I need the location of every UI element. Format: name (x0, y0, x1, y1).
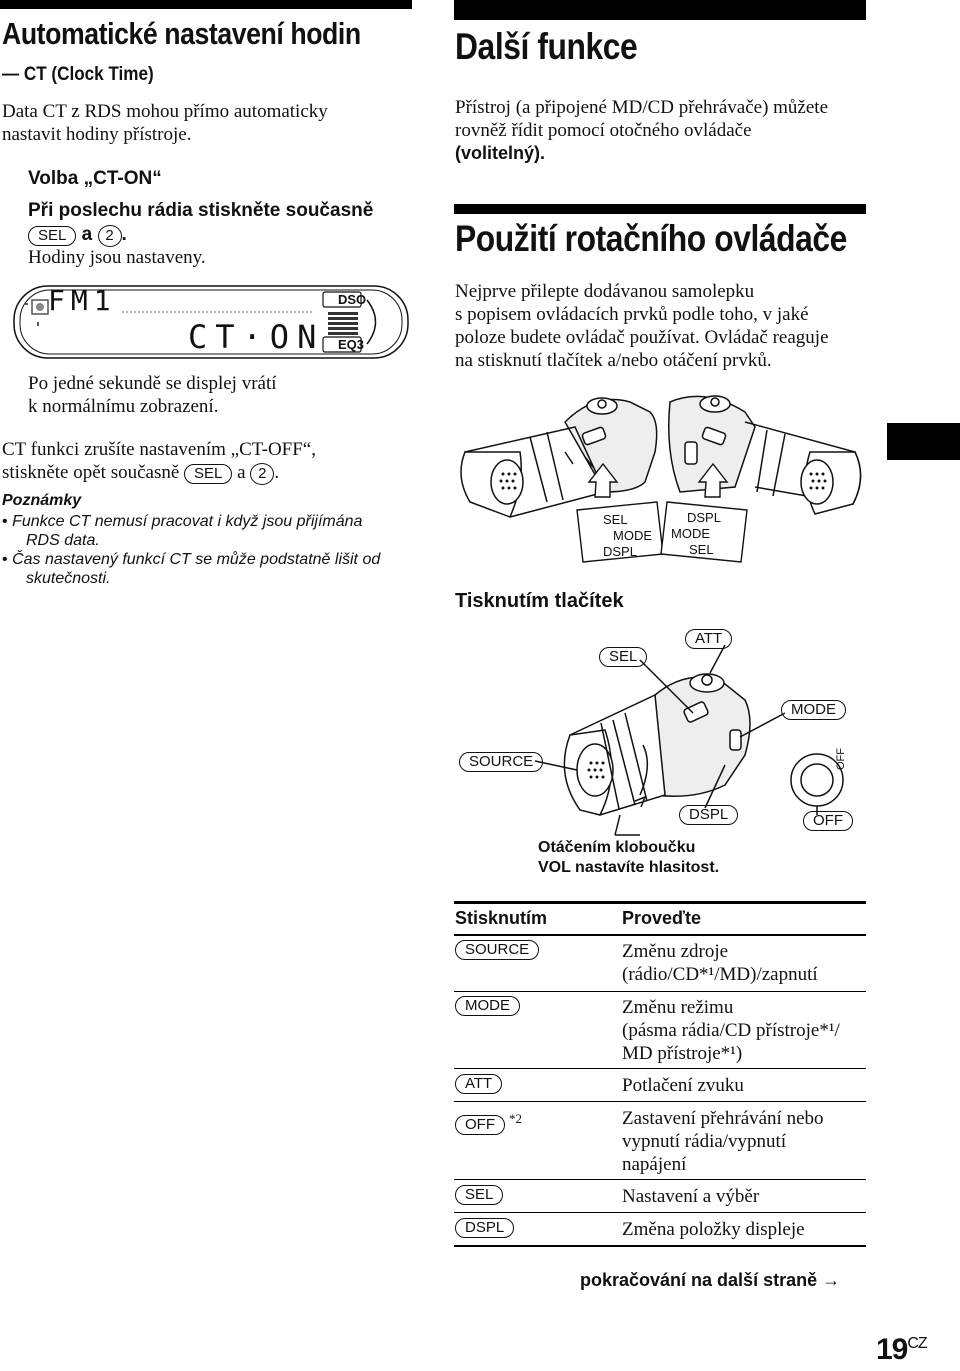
desc-line: Zastavení přehrávání nebo (622, 1108, 824, 1129)
note-1-b: RDS data. (26, 532, 100, 549)
table-row-desc (622, 1107, 824, 1176)
note-2-b: skutečnosti. (26, 570, 111, 587)
period: . (121, 224, 127, 245)
intro-text (2, 100, 412, 146)
para1-line-2: rovněž řídit pomocí otočného ovládače (455, 120, 752, 141)
desc-line: Změna položky displeje (622, 1219, 805, 1240)
notes-title: Poznámky (2, 492, 82, 509)
para1-bold: (volitelný). (455, 143, 546, 163)
row-rule (454, 1212, 866, 1213)
side-tab (887, 423, 960, 460)
after-line-2: k normálnímu zobrazení. (28, 396, 219, 417)
row-key-mode: MODE (455, 996, 520, 1016)
sticker-right-sel: SEL (689, 542, 714, 557)
desc-line: napájení (622, 1154, 687, 1175)
note-2-a: Čas nastavený funkcí CT se může podstatně lišit od (12, 551, 381, 568)
after-text (28, 372, 277, 418)
section-title-clock: Automatické nastavení hodin (2, 16, 361, 51)
vol-caption (538, 838, 719, 878)
cancel-line-1: CT funkci zrušíte nastavením „CT-OFF“, (2, 439, 316, 460)
label-mode: MODE (781, 700, 846, 720)
continue-label: pokračování na další straně (580, 1270, 818, 1290)
table-row (455, 1107, 522, 1135)
sel-key: SEL (28, 226, 76, 246)
after-line-1: Po jedné sekundě se displej vrátí (28, 373, 277, 394)
intro-line-1: Data CT z RDS mohou přímo automaticky (2, 101, 328, 122)
off-vertical-label: OFF (835, 748, 847, 770)
table-row (455, 940, 539, 960)
sticker-left-mode: MODE (613, 528, 652, 543)
label-att: ATT (685, 629, 732, 649)
period-2: . (274, 462, 280, 483)
sticker-right-mode: MODE (671, 526, 710, 541)
row-rule (454, 1179, 866, 1180)
para2-line-4: na stisknutí tlačítek a/nebo otáčení prvků. (455, 350, 772, 371)
table-row-desc (622, 1218, 805, 1241)
display-dso: DSO (338, 292, 367, 307)
page-number (876, 1333, 927, 1367)
row-key-att: ATT (455, 1074, 502, 1094)
row-key-dspl: DSPL (455, 1218, 514, 1238)
top-rule-right (454, 0, 866, 20)
para1-line-1: Přístroj (a připojené MD/CD přehrávače) můžete (455, 97, 829, 118)
row-key-source: SOURCE (455, 940, 539, 960)
table-head-press: Stisknutím (455, 908, 548, 928)
sticker-right-dspl: DSPL (687, 510, 721, 525)
display-eq: EQ3 (338, 337, 365, 352)
table-row (455, 1218, 514, 1238)
desc-line: (pásma rádia/CD přístroje*¹/ (622, 1020, 840, 1041)
table-bottom-rule (454, 1245, 866, 1247)
arrow-right-icon: → (822, 1270, 841, 1290)
para1 (455, 96, 865, 165)
sel-key-2: SEL (184, 464, 232, 484)
continue-text (580, 1270, 840, 1291)
page-suffix: CZ (907, 1335, 927, 1352)
and-text: a (81, 224, 93, 245)
top-rule-left (0, 0, 412, 9)
note-item: • Funkce CT nemusí pracovat i když jsou přijímána (2, 513, 363, 530)
cancel-text: stiskněte opět současně (2, 462, 180, 483)
key-2: 2 (98, 225, 122, 247)
vol-caption-line-1: Otáčením kloboučku (538, 839, 696, 856)
table-row-desc (622, 1185, 759, 1208)
row-key-sel: SEL (455, 1185, 503, 1205)
table-row (455, 1185, 503, 1205)
table-row (455, 1074, 502, 1094)
desc-line: Změnu režimu (622, 997, 734, 1018)
step-line-1: Při poslechu rádia stiskněte současně (28, 200, 374, 221)
table-head-rule (454, 934, 866, 936)
desc-line: MD přístroje*¹) (622, 1043, 743, 1064)
desc-line: Nastavení a výběr (622, 1186, 760, 1207)
para2-line-3: poloze budete ovládač používat. Ovládač reaguje (455, 327, 829, 348)
table-top-rule (454, 901, 866, 904)
label-off: OFF (803, 811, 853, 831)
desc-line: (rádio/CD*¹/MD)/zapnutí (622, 964, 818, 985)
note-item: • Čas nastavený funkcí CT se může podstatně lišit od (2, 551, 381, 568)
vol-caption-line-2: VOL nastavíte hlasitost. (538, 859, 720, 876)
row-key-off: OFF (455, 1115, 505, 1135)
and-text-2: a (237, 462, 246, 483)
note-1-a: Funkce CT nemusí pracovat i když jsou přijímána (12, 513, 363, 530)
desc-line: Potlačení zvuku (622, 1075, 744, 1096)
para2-line-2: s popisem ovládacích prvků podle toho, v jaké (455, 304, 809, 325)
controllers-illustration (455, 382, 865, 572)
display-illustration (12, 282, 412, 362)
desc-line: vypnutí rádia/vypnutí (622, 1131, 787, 1152)
table-row-desc (622, 940, 818, 986)
key-2-second: 2 (250, 463, 274, 485)
label-sel: SEL (599, 647, 647, 667)
off-footnote: *2 (509, 1111, 522, 1126)
controllers-svg (455, 382, 865, 572)
notes-list (2, 512, 422, 588)
desc-line: Změnu zdroje (622, 941, 729, 962)
step-result: Hodiny jsou nastaveny. (28, 247, 206, 268)
table-head-do: Proveďte (622, 908, 701, 928)
display-text: CT·ON (188, 318, 325, 356)
para2 (455, 280, 865, 372)
row-rule (454, 991, 866, 992)
step-title: Volba „CT-ON“ (28, 168, 162, 189)
sticker-left-dspl: DSPL (603, 544, 637, 559)
intro-line-2: nastavit hodiny přístroje. (2, 124, 192, 145)
para2-line-1: Nejprve přilepte dodávanou samolepku (455, 281, 755, 302)
table-row-desc (622, 996, 840, 1065)
section-title-rotary: Použití rotačního ovládače (455, 218, 847, 259)
section-subtitle: — CT (Clock Time) (2, 64, 154, 85)
table-row-desc (622, 1074, 744, 1097)
display-band: FM1 (48, 284, 117, 317)
step-line-2 (28, 224, 127, 247)
page-number-value: 19 (876, 1333, 908, 1366)
label-dspl: DSPL (679, 805, 738, 825)
row-rule (454, 1101, 866, 1102)
label-source: SOURCE (459, 752, 543, 772)
table-row (455, 996, 520, 1016)
cancel-line-2 (2, 461, 279, 485)
row-rule (454, 1068, 866, 1069)
rule-rotary (454, 204, 866, 214)
press-title: Tisknutím tlačítek (455, 590, 624, 612)
section-title-functions: Další funkce (455, 26, 638, 67)
sticker-left-sel: SEL (603, 512, 628, 527)
